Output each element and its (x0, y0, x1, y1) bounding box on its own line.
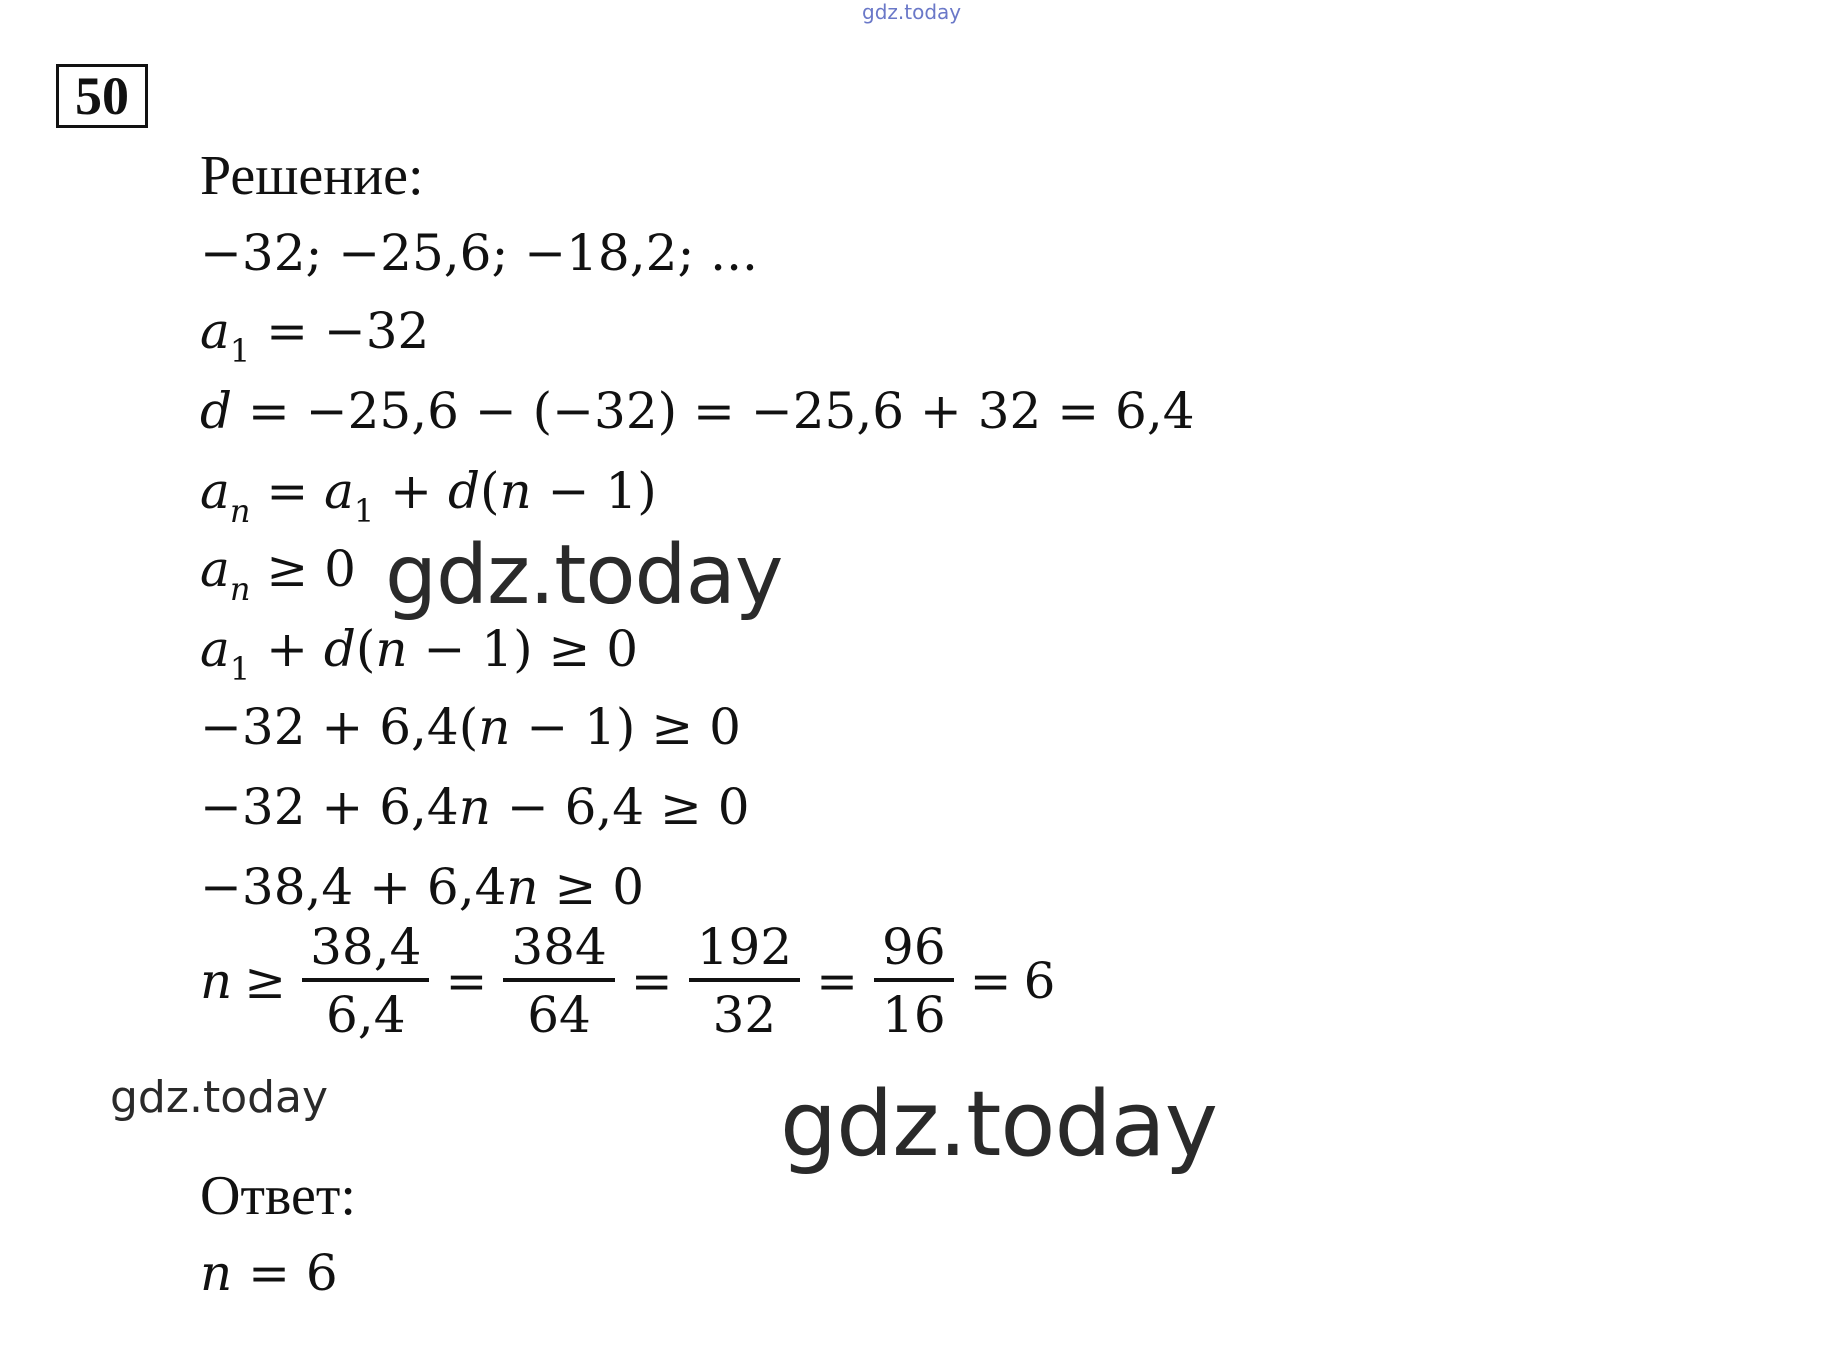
paren-open: ( (479, 462, 500, 520)
a1-sub-2: 1 (353, 492, 375, 530)
a1-sub: 1 (229, 332, 251, 370)
difference-line (200, 382, 1195, 440)
an-var: a (200, 462, 230, 520)
fraction-2-denominator: 64 (527, 986, 591, 1044)
fraction-3-denominator: 32 (712, 986, 777, 1044)
paren-open-2: ( (355, 620, 376, 678)
a1-value: = −32 (250, 302, 430, 360)
inequality-3 (200, 778, 750, 836)
a1-line (200, 302, 430, 370)
inequality-3-head: −32 + 6,4 (200, 778, 459, 836)
fraction-2 (503, 918, 614, 1044)
formula-tail: − 1) (531, 462, 657, 520)
fraction-3 (689, 918, 800, 1044)
watermark-top: gdz.today (862, 0, 962, 24)
equals-sign-4: = (969, 952, 1012, 1010)
answer-line (200, 1244, 338, 1302)
a1-var-2: a (324, 462, 354, 520)
fraction-3-numerator: 192 (689, 922, 800, 982)
an-nonneg-line (200, 540, 356, 608)
inequality-4-head: −38,4 + 6,4 (200, 858, 507, 916)
d-var-2: d (447, 462, 480, 520)
answer-var: n (200, 1244, 233, 1302)
plus-sign: + (374, 462, 448, 520)
an-sub-2: n (229, 570, 251, 608)
answer-value: = 6 (232, 1244, 338, 1302)
fraction-1-numerator: 38,4 (302, 922, 429, 982)
fraction-1-denominator: 6,4 (326, 986, 406, 1044)
answer-heading: Ответ: (200, 1165, 356, 1227)
d-var: d (200, 382, 233, 440)
inequality-4 (200, 858, 645, 916)
an-var-2: a (200, 540, 230, 598)
fraction-4-denominator: 16 (882, 986, 946, 1044)
fraction-2-numerator: 384 (503, 922, 614, 982)
inequality-2-head: −32 + 6,4( (200, 698, 479, 756)
an-eq: = (250, 462, 325, 520)
d-var-3: d (323, 620, 356, 678)
inequality-1-tail: − 1) ≥ 0 (407, 620, 639, 678)
inequality-2-tail: − 1) ≥ 0 (510, 698, 741, 756)
fraction-1 (302, 918, 429, 1044)
watermark-middle: gdz.today (385, 528, 783, 623)
inequality-4-tail: ≥ 0 (538, 858, 645, 916)
fraction-chain (200, 918, 1061, 1044)
result-value: 6 (1023, 952, 1056, 1010)
solution-heading: Решение: (200, 145, 424, 207)
an-ge-zero: ≥ 0 (250, 540, 356, 598)
watermark-left: gdz.today (110, 1072, 329, 1123)
inequality-3-tail: − 6,4 ≥ 0 (490, 778, 750, 836)
equals-sign-2: = (630, 952, 673, 1010)
fraction-4 (874, 918, 954, 1044)
a1-var-3: a (200, 620, 230, 678)
an-formula-line (200, 462, 657, 530)
difference-calc: = −25,6 − (−32) = −25,6 + 32 = 6,4 (232, 382, 1195, 440)
inequality-1 (200, 620, 639, 688)
equals-sign-1: = (445, 952, 488, 1010)
n-var-3: n (478, 698, 511, 756)
plus-sign-2: + (250, 620, 324, 678)
problem-number: 50 (56, 64, 148, 128)
n-var-6: n (200, 952, 233, 1010)
equals-sign-3: = (816, 952, 859, 1010)
fraction-4-numerator: 96 (874, 922, 954, 982)
n-var-2: n (375, 620, 408, 678)
a1-sub-3: 1 (229, 650, 251, 688)
a1-var: a (200, 302, 230, 360)
sequence-line: −32; −25,6; −18,2; ... (200, 224, 758, 282)
n-var-5: n (506, 858, 539, 916)
an-sub: n (229, 492, 251, 530)
inequality-2 (200, 698, 741, 756)
n-var: n (499, 462, 532, 520)
watermark-bottom: gdz.today (780, 1072, 1218, 1177)
n-var-4: n (458, 778, 491, 836)
ge-sign: ≥ (244, 952, 287, 1010)
